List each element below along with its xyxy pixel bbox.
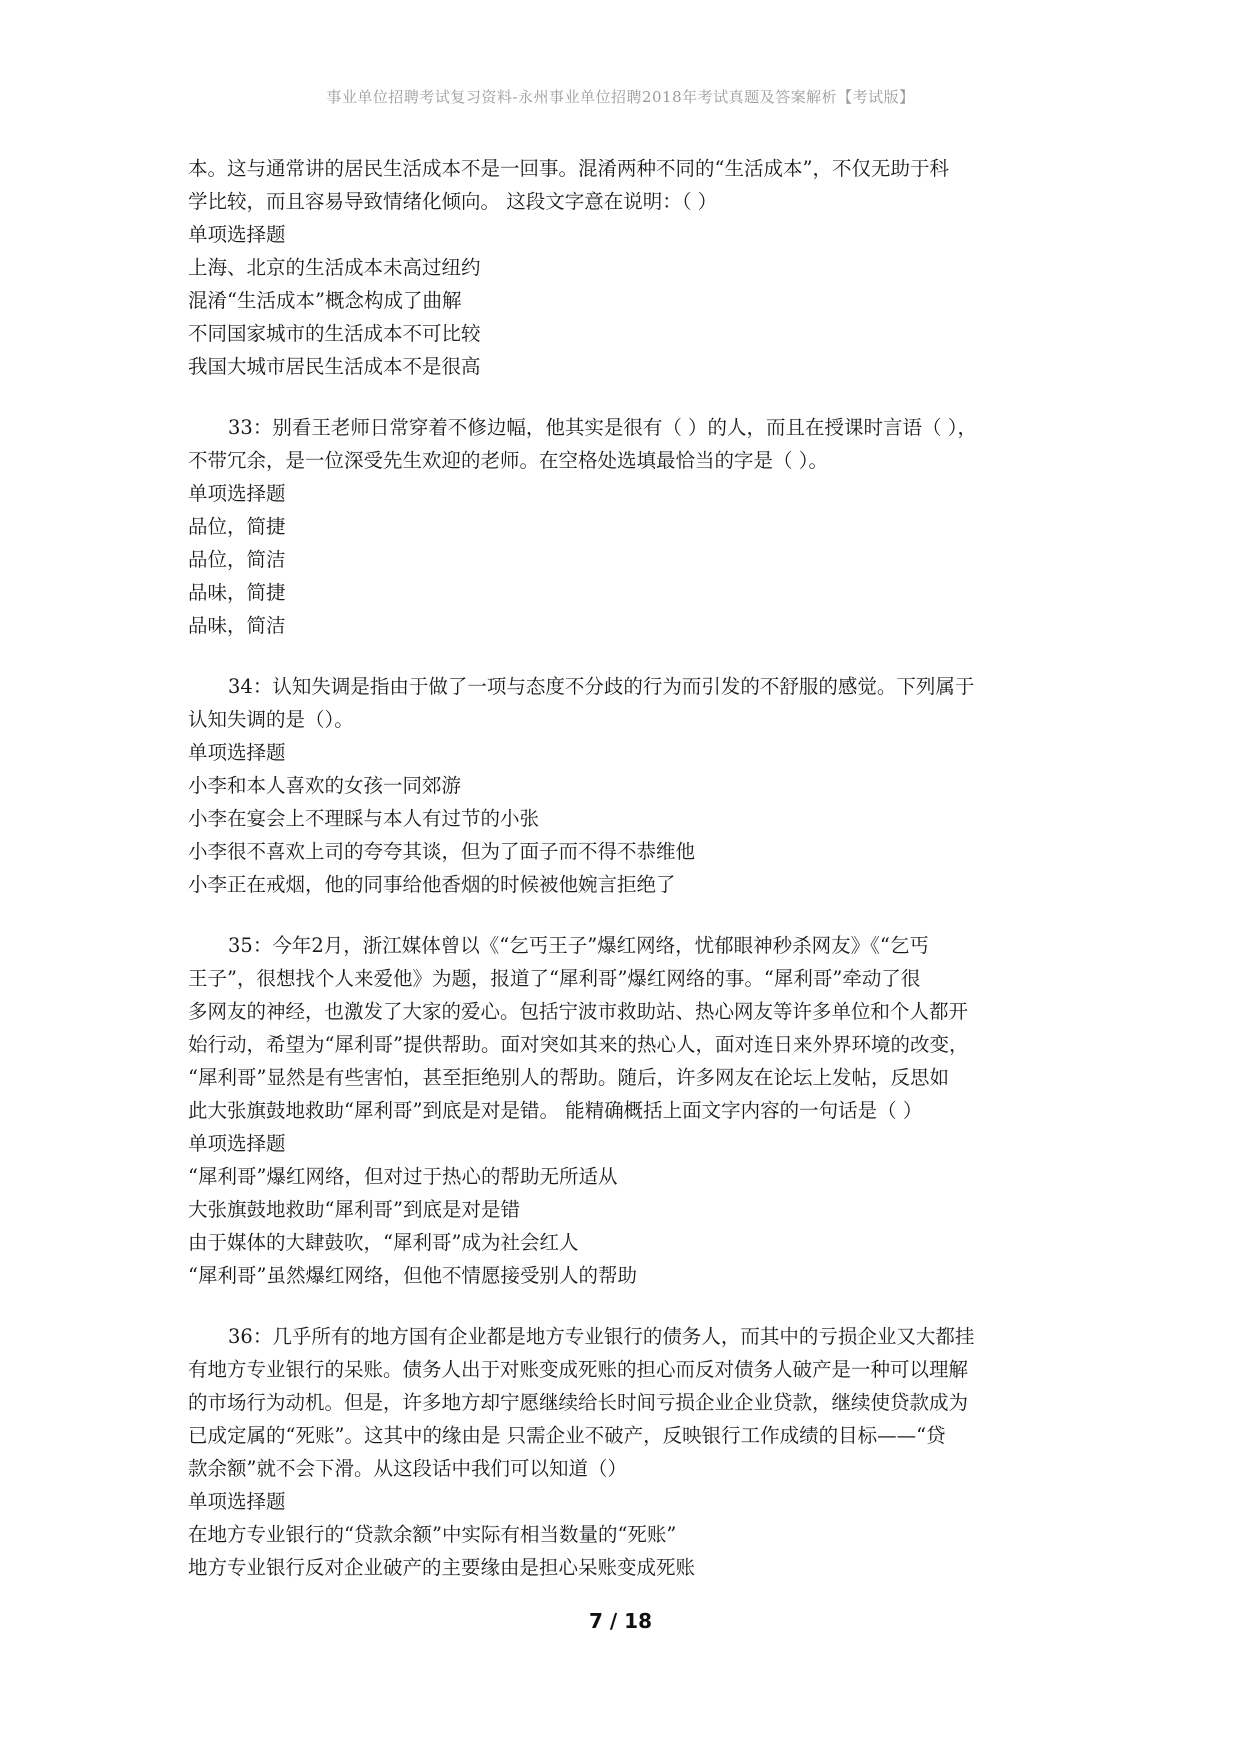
question-stem-line: 36：几乎所有的地方国有企业都是地方专业银行的债务人，而其中的亏损企业又大都挂 [228,1325,975,1348]
option-b: 品位，简洁 [188,548,286,571]
question-stem-line: 学比较，而且容易导致情绪化倾向。 这段文字意在说明：（ ） [188,190,718,213]
question-stem-line: 34：认知失调是指由于做了一项与态度不分歧的行为而引发的不舒服的感觉。下列属于 [228,675,975,698]
option-b: 大张旗鼓地救助“犀利哥”到底是对是错 [188,1198,520,1221]
question-stem-line: 此大张旗鼓地救助“犀利哥”到底是对是错。 能精确概括上面文字内容的一句话是（ ） [188,1099,923,1122]
question-stem-line: 有地方专业银行的呆账。债务人出于对账变成死账的担心而反对债务人破产是一种可以理解 [188,1358,969,1381]
option-c: 不同国家城市的生活成本不可比较 [188,322,481,345]
spacer [188,1292,1058,1320]
spacer [188,642,1058,670]
spacer [188,383,1058,411]
option-a: 上海、北京的生活成本未高过纽约 [188,256,481,279]
question-stem-line: 多网友的神经，也激发了大家的爱心。包括宁波市救助站、热心网友等许多单位和个人都开 [188,1000,969,1023]
question-stem-line: 35：今年2月，浙江媒体曾以《“乞丐王子”爆红网络，忧郁眼神秒杀网友》《“乞丐 [228,934,929,957]
option-d: 我国大城市居民生活成本不是很高 [188,355,481,378]
page-number: 7 / 18 [589,1609,652,1633]
question-36 [188,1320,1058,1584]
question-stem-line: “犀利哥”显然是有些害怕，甚至拒绝别人的帮助。随后，许多网友在论坛上发帖，反思如 [188,1066,949,1089]
question-stem-line: 款余额”就不会下滑。从这段话中我们可以知道（） [188,1457,627,1480]
option-a: 品位，简捷 [188,515,286,538]
question-stem-line: 不带冗余，是一位深受先生欢迎的老师。在空格处选填最恰当的字是（ ）。 [188,449,828,472]
option-c: 小李很不喜欢上司的夸夸其谈，但为了面子而不得不恭维他 [188,840,696,863]
question-stem-line: 33：别看王老师日常穿着不修边幅，他其实是很有（ ）的人，而且在授课时言语（ ）， [228,416,977,439]
question-35 [188,929,1058,1292]
question-type: 单项选择题 [188,223,286,246]
option-b: 小李在宴会上不理睬与本人有过节的小张 [188,807,540,830]
question-stem-line: 认知失调的是（）。 [188,708,354,731]
option-c: 由于媒体的大肆鼓吹，“犀利哥”成为社会红人 [188,1231,579,1254]
option-b: 混淆“生活成本”概念构成了曲解 [188,289,462,312]
question-stem-line: 已成定属的“死账”。这其中的缘由是 只需企业不破产，反映银行工作成绩的目标——“贷 [188,1424,946,1447]
page-header: 事业单位招聘考试复习资料-永州事业单位招聘2018年考试真题及答案解析【考试版】 [326,88,915,106]
option-a: 小李和本人喜欢的女孩一同郊游 [188,774,462,797]
option-b: 地方专业银行反对企业破产的主要缘由是担心呆账变成死账 [188,1556,696,1579]
question-32-tail [188,152,1058,383]
option-a: 在地方专业银行的“贷款余额”中实际有相当数量的“死账” [188,1523,677,1546]
option-d: 小李正在戒烟，他的同事给他香烟的时候被他婉言拒绝了 [188,873,676,896]
question-type: 单项选择题 [188,741,286,764]
question-stem-line: 本。这与通常讲的居民生活成本不是一回事。混淆两种不同的“生活成本”，不仅无助于科 [188,157,949,180]
question-stem-line: 王子”，很想找个人来爱他》为题，报道了“犀利哥”爆红网络的事。“犀利哥”牵动了很 [188,967,921,990]
document-body [188,152,1058,1584]
option-c: 品味，简捷 [188,581,286,604]
question-33 [188,411,1058,642]
option-d: “犀利哥”虽然爆红网络，但他不情愿接受别人的帮助 [188,1264,637,1287]
question-stem-line: 始行动，希望为“犀利哥”提供帮助。面对突如其来的热心人，面对连日来外界环境的改变， [188,1033,969,1056]
question-type: 单项选择题 [188,1132,286,1155]
question-stem-line: 的市场行为动机。但是，许多地方却宁愿继续给长时间亏损企业企业贷款，继续使贷款成为 [188,1391,969,1414]
question-type: 单项选择题 [188,1490,286,1513]
spacer [188,901,1058,929]
option-d: 品味，简洁 [188,614,286,637]
question-type: 单项选择题 [188,482,286,505]
option-a: “犀利哥”爆红网络，但对过于热心的帮助无所适从 [188,1165,618,1188]
question-34 [188,670,1058,901]
